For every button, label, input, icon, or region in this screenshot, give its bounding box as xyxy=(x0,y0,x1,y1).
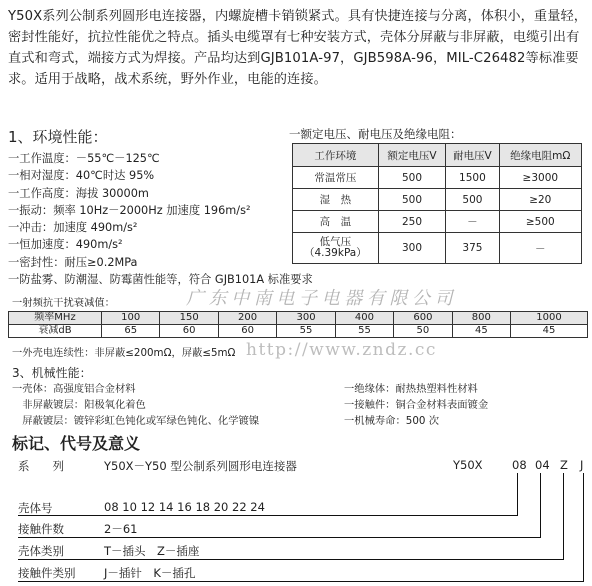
mech-right-list xyxy=(344,381,488,430)
series-label: 系 列 xyxy=(18,459,64,473)
mech-line: 一机械寿命：500 次 xyxy=(344,415,440,428)
shell-type-label: 壳体类别 xyxy=(18,544,64,558)
voltage-cell: 1500 xyxy=(446,167,499,189)
voltage-cell: 500 xyxy=(378,167,445,189)
watermark-company: 广东中南电子电器有限公司 xyxy=(186,288,458,309)
mech-title: 3、机械性能： xyxy=(12,366,92,380)
table-row xyxy=(293,233,582,264)
emi-cell: 50 xyxy=(394,325,452,338)
env-line: 一相对湿度：40℃时达 95% xyxy=(8,169,155,183)
voltage-cell: 250 xyxy=(378,211,445,233)
code-part-shell-type: Z xyxy=(560,458,568,472)
mech-left-list xyxy=(12,381,259,430)
marking-title: 标记、代号及意义 xyxy=(12,434,141,453)
emi-cell: 150 xyxy=(160,312,218,325)
voltage-header-cell: 额定电压V xyxy=(378,144,445,167)
emi-cell: 60 xyxy=(218,325,276,338)
voltage-cell: 500 xyxy=(378,189,445,211)
voltage-cell: 常温常压 xyxy=(293,167,379,189)
code-part-shell: 08 xyxy=(512,458,527,472)
voltage-cell: 300 xyxy=(378,233,445,264)
table-row xyxy=(293,189,582,211)
emi-table xyxy=(8,311,588,338)
voltage-cell: ≥20 xyxy=(499,189,581,211)
env-line: 一工作温度：－55℃－125℃ xyxy=(8,152,160,165)
mech-line: 屏蔽镀层：镀锌彩虹色钝化或军绿色钝化、化学镀镍 xyxy=(12,415,260,428)
voltage-cell: － xyxy=(446,211,499,233)
voltage-header-cell: 绝缘电阻mΩ xyxy=(499,144,581,167)
voltage-cell: ≥3000 xyxy=(499,167,581,189)
mech-line: 非屏蔽镀层：阳极氧化着色 xyxy=(12,399,146,412)
env-line: 一防盐雾、防潮湿、防霉菌性能等，符合 GJB101A 标准要求 xyxy=(8,273,313,287)
code-part-contact-type: J xyxy=(580,458,584,472)
voltage-cell: 高 温 xyxy=(293,211,379,233)
shell-size-label: 壳体号 xyxy=(18,501,53,515)
emi-cell: 45 xyxy=(452,325,510,338)
mech-line: 一壳体：高强度铝合金材料 xyxy=(12,383,136,395)
emi-cell: 800 xyxy=(452,312,510,325)
code-part-series: Y50X xyxy=(453,458,483,472)
env-line: 一密封性：耐压≥0.2MPa xyxy=(8,255,138,269)
contact-count-label: 接触件数 xyxy=(18,522,64,536)
voltage-title: 一额定电压、耐电压及绝缘电阻： xyxy=(289,127,462,141)
intro-paragraph: Y50X系列公制系列圆形电连接器，内螺旋槽卡销锁紧式。具有快捷连接与分离，体积小，重量轻，密封性能好，抗拉性能优之特点。插头电缆罩有七种安装方式，壳体分屏蔽与非屏蔽，电缆引出有直式和弯式，端接方式为焊接。产品均达到GJB101A-97，GJB598A-96，MIL-C26482等标准要求。适用于战略，战术系统，野外作业，电能的连接。 xyxy=(8,9,588,87)
series-desc: Y50X－Y50 型公制系列圆形电连接器 xyxy=(104,459,297,473)
env-line: 一工作高度：海拔 30000m xyxy=(8,186,149,200)
env-line: 一恒加速度：490m/s² xyxy=(8,238,123,252)
emi-cell: 300 xyxy=(277,312,335,325)
env-list xyxy=(8,150,313,288)
voltage-header-cell: 工作环境 xyxy=(293,144,379,167)
emi-cell: 400 xyxy=(335,312,393,325)
emi-cell: 100 xyxy=(102,312,160,325)
env-line: 一冲击：加速度 490m/s² xyxy=(8,221,138,235)
emi-title: 一射频抗干扰衰减值： xyxy=(12,297,115,309)
voltage-cell: 500 xyxy=(446,189,499,211)
env-title: 1、环境性能： xyxy=(8,128,108,146)
emi-note: 一外壳电连续性：非屏蔽≤200mΩ，屏蔽≤5mΩ xyxy=(12,347,236,359)
voltage-table xyxy=(292,143,582,264)
contact-count-value: 2－61 xyxy=(104,522,138,536)
emi-cell: 1000 xyxy=(511,312,588,325)
emi-row-label: 衰减dB xyxy=(9,325,102,338)
code-part-contacts: 04 xyxy=(535,458,550,472)
voltage-cell: 375 xyxy=(446,233,499,264)
mech-line: 一绝缘体：耐热热塑料性材料 xyxy=(344,383,478,395)
emi-cell: 65 xyxy=(102,325,160,338)
env-line: 一振动：频率 10Hz－2000Hz 加速度 196m/s² xyxy=(8,203,251,217)
emi-cell: 45 xyxy=(511,325,588,338)
voltage-header-cell: 耐电压V xyxy=(446,144,499,167)
voltage-cell: 低气压 （4.39kPa） xyxy=(293,233,379,264)
voltage-cell: － xyxy=(499,233,581,264)
contact-type-value: J－插针 K－插孔 xyxy=(104,566,196,580)
shell-type-value: T－插头 Z－插座 xyxy=(104,544,200,558)
emi-cell: 200 xyxy=(218,312,276,325)
mech-line: 一接触件：铜合金材料表面镀金 xyxy=(344,399,489,412)
emi-cell: 55 xyxy=(277,325,335,338)
voltage-cell: ≥500 xyxy=(499,211,581,233)
shell-size-value: 08 10 12 14 16 18 20 22 24 xyxy=(104,500,265,514)
emi-cell: 60 xyxy=(160,325,218,338)
table-row xyxy=(9,312,588,325)
emi-cell: 55 xyxy=(335,325,393,338)
voltage-cell: 湿 热 xyxy=(293,189,379,211)
emi-row-label: 频率MHz xyxy=(9,312,102,325)
table-row xyxy=(9,325,588,338)
emi-cell: 600 xyxy=(394,312,452,325)
watermark-url: http://www.zndz.cc xyxy=(246,340,437,360)
table-row xyxy=(293,167,582,189)
contact-type-label: 接触件类别 xyxy=(18,566,76,580)
table-row xyxy=(293,211,582,233)
